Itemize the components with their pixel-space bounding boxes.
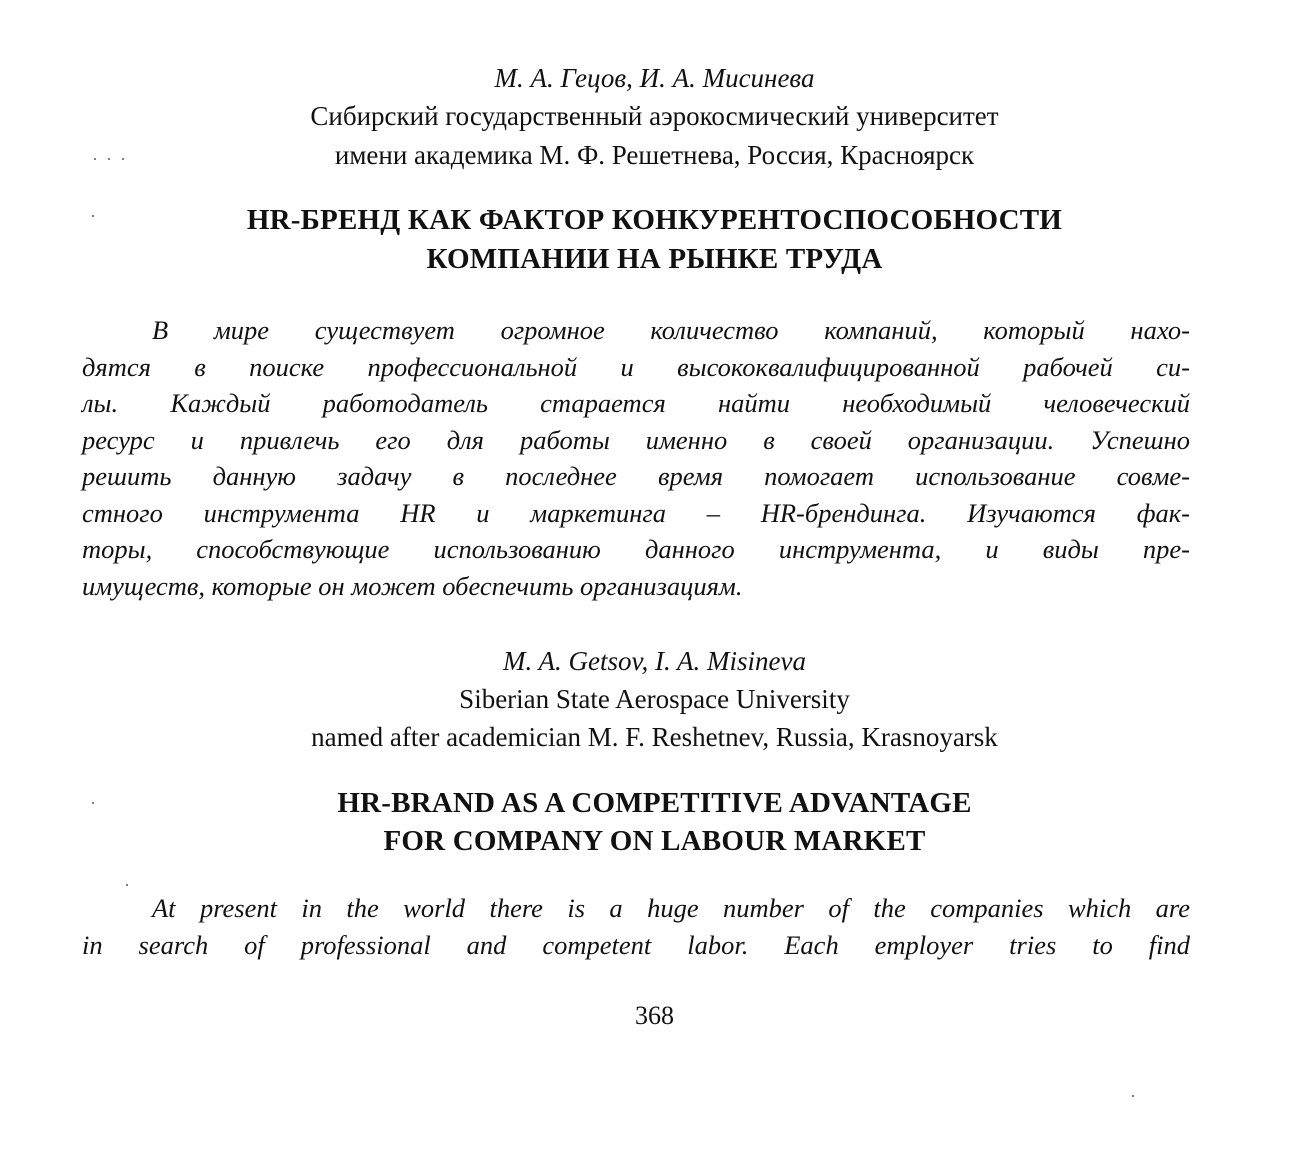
scan-speck xyxy=(126,884,128,886)
ru-abstract-line: ресурс и привлечь его для работы именно в своей организации. Успешно xyxy=(82,424,1190,455)
scan-speck xyxy=(92,215,94,217)
scan-speck xyxy=(108,158,110,160)
ru-affiliation-line-2: имени академика М. Ф. Решетнева, Россия, Красноярск xyxy=(334,140,975,170)
ru-abstract-line: В мире существует огромное количество компаний, который нахо- xyxy=(152,315,1190,345)
en-title-line-2: FOR COMPANY ON LABOUR MARKET xyxy=(383,825,926,857)
en-abstract xyxy=(82,890,1190,963)
en-abstract-line: At present in the world there is a huge number of the companies which are xyxy=(152,893,1190,923)
ru-authors: М. А. Гецов, И. А. Мисинева xyxy=(494,63,815,93)
scan-speck xyxy=(92,802,94,804)
ru-abstract xyxy=(82,312,1190,604)
en-title-line-1: HR-BRAND AS A COMPETITIVE ADVANTAGE xyxy=(337,787,972,819)
en-affiliation-line-2: named after academician M. F. Reshetnev, Russia, Krasnoyarsk xyxy=(311,722,998,752)
en-affiliation-line-1: Siberian State Aerospace University xyxy=(459,684,850,714)
page-number: 368 xyxy=(635,1001,674,1030)
ru-title-line-2: КОМПАНИИ НА РЫНКЕ ТРУДА xyxy=(426,243,883,275)
ru-abstract-line: дятся в поиске профессиональной и высококвалифицированной рабочей си- xyxy=(82,351,1190,382)
ru-abstract-line: торы, способствующие использованию данного инструмента, и виды пре- xyxy=(82,534,1190,564)
ru-title-line-1: HR-БРЕНД КАК ФАКТОР КОНКУРЕНТОСПОСОБНОСТИ xyxy=(246,204,1063,236)
ru-abstract-line: имуществ, которые он может обеспечить организациям. xyxy=(82,570,743,601)
en-abstract-line: in search of professional and competent labor. Each employer tries to find xyxy=(82,929,1190,960)
ru-abstract-line: лы. Каждый работодатель старается найти необходимый человеческий xyxy=(82,388,1190,418)
scan-speck xyxy=(1132,1095,1134,1097)
scan-speck xyxy=(94,158,96,160)
ru-abstract-line: стного инструмента HR и маркетинга – HR-брендинга. Изучаются фак- xyxy=(82,497,1190,528)
ru-abstract-line: решить данную задачу в последнее время помогает использование совме- xyxy=(82,461,1190,491)
ru-affiliation-line-1: Сибирский государственный аэрокосмический университет xyxy=(310,101,999,131)
en-authors: M. A. Getsov, I. A. Misineva xyxy=(503,646,806,676)
scan-speck xyxy=(122,158,124,160)
